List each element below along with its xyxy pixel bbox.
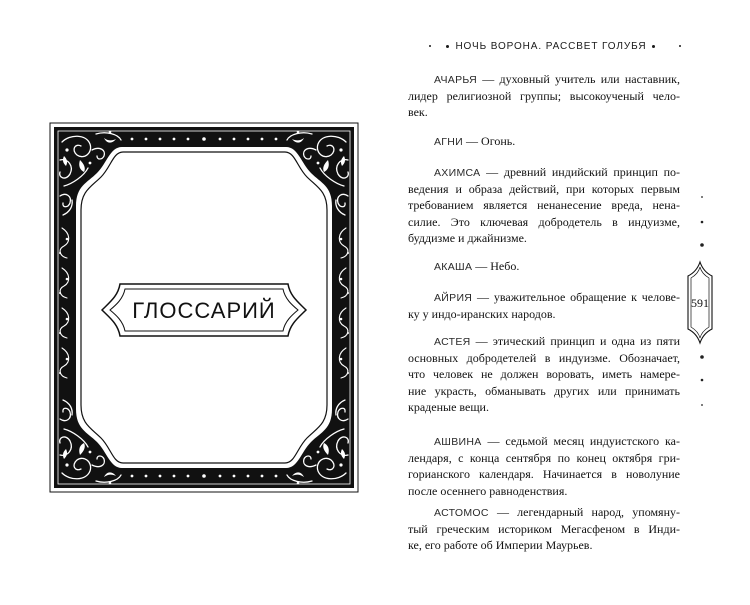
- entry-line: ку у индо-иранских народов.: [408, 306, 556, 321]
- entry-text: — древний индийский принцип по-: [486, 165, 680, 179]
- entry-line: лендаря, с конца сентября по конец октября гри-: [408, 450, 680, 465]
- entry-line: век.: [408, 105, 428, 119]
- entry-line: [408, 71, 680, 88]
- entry-text: — седьмой месяц индуистского ка-: [487, 434, 681, 448]
- entry-text: — Небо.: [475, 259, 520, 273]
- entry-line: краденые вещи.: [408, 400, 489, 414]
- entry-line: [408, 164, 680, 181]
- entry-line: что человек не должен воровать, иметь намере-: [408, 367, 680, 381]
- entry-text: — уважительное обращение к челове-: [477, 290, 680, 304]
- entry-line: после осеннего равноденствия.: [408, 483, 568, 498]
- header-dot: [429, 45, 431, 47]
- glossary-entry: [408, 333, 680, 416]
- entry-line: [408, 258, 680, 275]
- header-dot: [679, 45, 681, 47]
- glossary-entry: [408, 289, 680, 322]
- glossary-entry: [408, 433, 680, 499]
- entry-line: [408, 289, 680, 306]
- entry-line: требованием является ненанесение вреда, нена-: [408, 198, 680, 212]
- entry-line: основных добродетелей в индуизме. Обозначает,: [408, 350, 680, 365]
- entry-line: тый греческим историком Мегасфеном в Инди-: [408, 521, 680, 536]
- entry-line: горианского календаря. Начинается в новолуние: [408, 467, 680, 481]
- entry-term: АХИМСА: [434, 167, 481, 179]
- entry-text: — Огонь.: [466, 134, 516, 148]
- entry-term: АКАША: [434, 261, 473, 273]
- entry-term: АГНИ: [434, 136, 464, 148]
- entry-term: АЧАРЬЯ: [434, 74, 477, 86]
- entry-text: — духовный учитель или наставник,: [482, 72, 680, 86]
- title-plaque: [102, 284, 306, 336]
- glossary-heading: ГЛОССАРИЙ: [132, 298, 276, 323]
- glossary-entry: [408, 71, 680, 121]
- running-head: НОЧЬ ВОРОНА. РАССВЕТ ГОЛУБЯ: [455, 40, 647, 52]
- entry-line: [408, 433, 680, 450]
- entry-line: силие. Это ключевая добродетель в индуизме,: [408, 214, 680, 229]
- entry-line: ке, его работе об Империи Маурьев.: [408, 538, 593, 552]
- entry-line: [408, 333, 680, 350]
- entry-term: АСТЕЯ: [434, 336, 471, 348]
- entry-term: АШВИНА: [434, 436, 482, 448]
- header-bullet: [446, 45, 449, 48]
- entry-line: [408, 504, 680, 521]
- entry-term: АСТОМОС: [434, 507, 489, 519]
- entry-line: [408, 133, 680, 150]
- entry-text: — этический принцип и одна из пяти: [475, 334, 680, 348]
- entry-text: — легендарный народ, упомяну-: [496, 505, 680, 519]
- entry-line: буддизме и джайнизме.: [408, 231, 527, 245]
- entry-line: лидер религиозной группы; высокоученый чело-: [408, 88, 680, 103]
- glossary-entry: [408, 133, 680, 150]
- header-bullet: [652, 45, 655, 48]
- entry-line: ние украсть, обманывать других или принимать: [408, 383, 680, 398]
- page-number-tab: [688, 262, 712, 343]
- glossary-entry: [408, 258, 680, 275]
- entry-term: АЙРИЯ: [434, 292, 473, 304]
- glossary-entry: [408, 504, 680, 554]
- page-number: 591: [691, 296, 709, 310]
- entry-line: ведения и образа действий, при которых первым: [408, 181, 680, 196]
- glossary-entry: [408, 164, 680, 247]
